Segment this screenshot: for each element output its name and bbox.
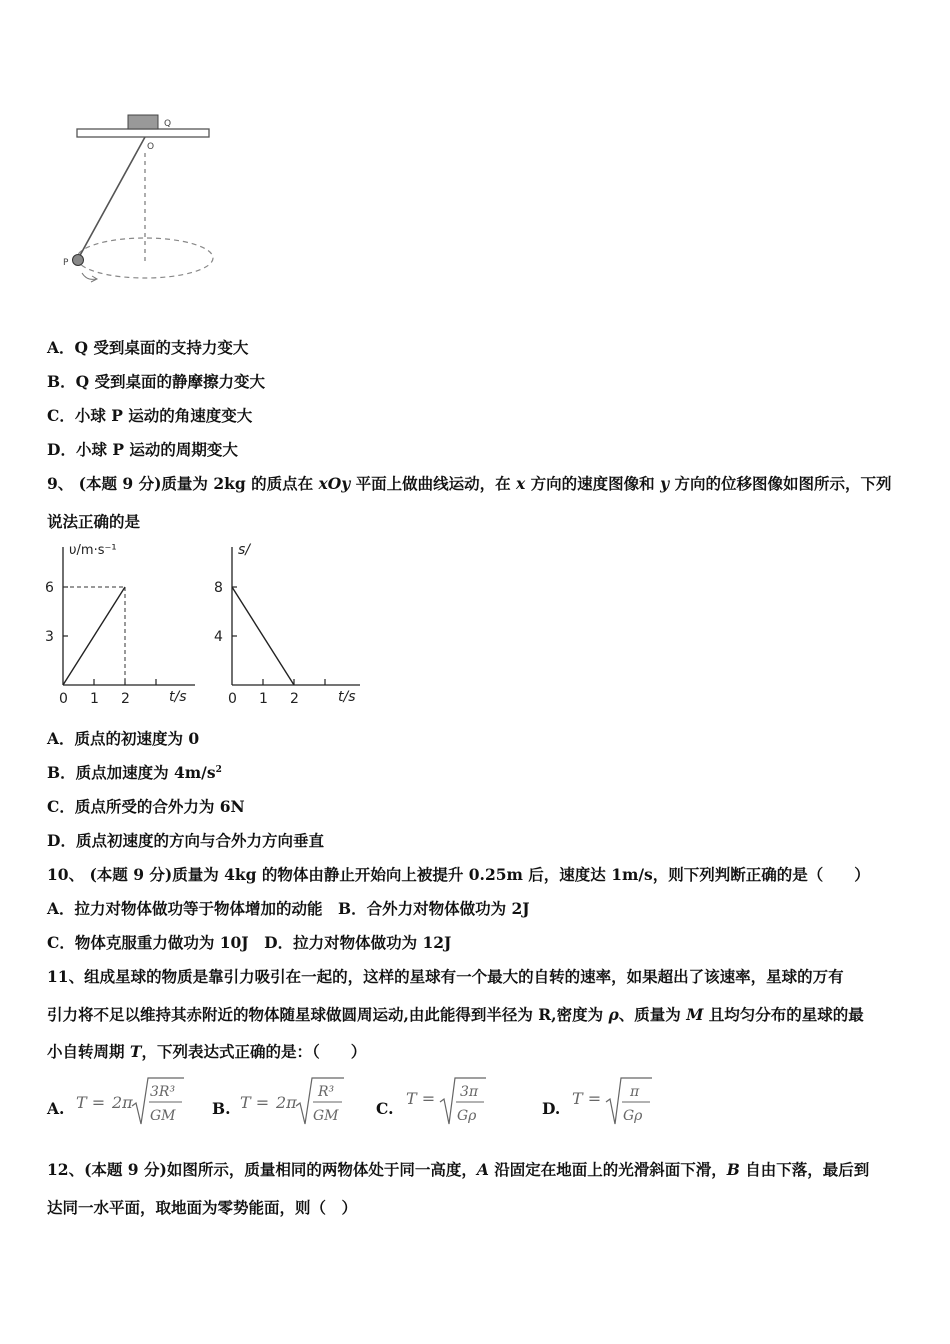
x-tick-label: 1 bbox=[259, 691, 268, 707]
q11-option-b-label[interactable]: B. bbox=[212, 1099, 231, 1118]
y-tick-label: 4 bbox=[214, 629, 223, 645]
q12-object-a: A bbox=[476, 1160, 489, 1179]
y-axis-label: υ/m·s⁻¹ bbox=[69, 543, 117, 558]
q11-stem-part: 、质量为 bbox=[618, 1005, 687, 1024]
q12-stem-part: 12、(本题 9 分)如图所示，质量相同的两物体处于同一高度， bbox=[47, 1160, 477, 1179]
q9-option-c[interactable]: C．质点所受的合外力为 6N bbox=[47, 797, 245, 816]
q11-option-b-formula[interactable] bbox=[236, 1072, 348, 1132]
q11-option-d-formula[interactable] bbox=[568, 1072, 658, 1132]
label-o: O bbox=[147, 142, 155, 152]
q12-stem-part: 自由下落，最后到 bbox=[739, 1160, 870, 1179]
q8-option-d[interactable]: D．小球 P 运动的周期变大 bbox=[47, 440, 238, 459]
q9-option-a[interactable]: A．质点的初速度为 0 bbox=[47, 729, 200, 748]
label-p: P bbox=[63, 258, 69, 268]
q12-stem-part: 沿固定在地面上的光滑斜面下滑， bbox=[488, 1160, 727, 1179]
block-q bbox=[128, 115, 158, 129]
y-tick-label: 3 bbox=[45, 629, 54, 645]
q9-option-b[interactable] bbox=[47, 761, 222, 783]
x-tick-label: 2 bbox=[121, 691, 130, 707]
q11-stem-line1: 11、组成星球的物质是靠引力吸引在一起的，这样的星球有一个最大的自转的速率，如果超出了该速率，星球的万有 bbox=[47, 967, 844, 986]
q9-stem-plane: xOy bbox=[318, 474, 351, 493]
x-tick-label: 1 bbox=[90, 691, 99, 707]
q9-stem-y: y bbox=[660, 474, 670, 493]
q9-option-b-text: B．质点加速度为 4m/s bbox=[47, 763, 216, 782]
q9-stem-part: 方向的位移图像如图所示，下列 bbox=[669, 474, 892, 493]
q11-stem-part: 小自转周期 bbox=[47, 1042, 130, 1061]
x-tick-label: 0 bbox=[59, 691, 68, 707]
q9-stem-part: 方向的速度图像和 bbox=[525, 474, 661, 493]
formula-denominator: GM bbox=[150, 1108, 176, 1124]
label-q: Q bbox=[164, 119, 172, 129]
q9-option-d[interactable]: D．质点初速度的方向与合外力方向垂直 bbox=[47, 831, 324, 850]
x-tick-label: 2 bbox=[290, 691, 299, 707]
formula-numerator: 3π bbox=[460, 1084, 479, 1100]
formula-two-pi: 2π bbox=[112, 1093, 133, 1112]
formula-t-eq: T = bbox=[76, 1093, 106, 1112]
q11-mass: M bbox=[686, 1005, 704, 1024]
q11-stem-part: 且均匀分布的星球的最 bbox=[703, 1005, 864, 1024]
q11-stem-line3 bbox=[47, 1040, 366, 1062]
y-tick-label: 6 bbox=[45, 580, 54, 596]
q12-object-b: B bbox=[726, 1160, 740, 1179]
q9-stem-x: x bbox=[516, 474, 526, 493]
q9-stem-part: 平面上做曲线运动，在 bbox=[350, 474, 517, 493]
x-tick-label: 0 bbox=[228, 691, 237, 707]
formula-numerator: R³ bbox=[318, 1084, 335, 1100]
formula-two-pi: 2π bbox=[276, 1093, 297, 1112]
formula-t-eq: T = bbox=[406, 1089, 436, 1108]
formula-numerator: 3R³ bbox=[150, 1084, 176, 1100]
series-line bbox=[232, 587, 294, 685]
velocity-time-graph bbox=[35, 535, 205, 710]
conical-pendulum-figure bbox=[60, 105, 230, 295]
q8-option-a[interactable]: A．Q 受到桌面的支持力变大 bbox=[47, 338, 249, 357]
q11-stem-part: ，下列表达式正确的是：（ ） bbox=[141, 1042, 367, 1061]
formula-t-eq: T = bbox=[572, 1089, 602, 1108]
q8-option-c[interactable]: C．小球 P 运动的角速度变大 bbox=[47, 406, 253, 425]
q9-stem-part: 9、 (本题 9 分)质量为 2kg 的质点在 bbox=[47, 474, 319, 493]
q9-stem-line2: 说法正确的是 bbox=[47, 512, 141, 531]
ball-p bbox=[73, 255, 84, 266]
table-surface bbox=[77, 129, 209, 137]
q11-rho: ρ bbox=[608, 1005, 619, 1024]
formula-denominator: Gρ bbox=[623, 1108, 643, 1124]
formula-denominator: GM bbox=[313, 1108, 339, 1124]
x-axis-label: t/s bbox=[169, 689, 187, 705]
formula-numerator: π bbox=[630, 1084, 640, 1100]
q11-option-a-formula[interactable] bbox=[72, 1072, 190, 1132]
q11-stem-part: 引力将不足以维持其赤附近的物体随星球做圆周运动,由此能得到半径为 R,密度为 bbox=[47, 1005, 609, 1024]
q11-option-a-label[interactable]: A. bbox=[47, 1099, 65, 1118]
x-axis-label: t/s bbox=[338, 689, 356, 705]
q10-stem: 10、 (本题 9 分)质量为 4kg 的物体由静止开始向上被提升 0.25m 后，速度达 1m/s，则下列判断正确的是（ ） bbox=[47, 865, 870, 884]
q12-stem-line2: 达同一水平面，取地面为零势能面，则（ ） bbox=[47, 1198, 358, 1217]
q11-stem-line2 bbox=[47, 1003, 864, 1025]
formula-t-eq: T = bbox=[240, 1093, 270, 1112]
q11-period: T bbox=[129, 1042, 142, 1061]
series-line bbox=[63, 587, 125, 685]
q11-option-c-label[interactable]: C. bbox=[376, 1099, 394, 1118]
y-tick-label: 8 bbox=[214, 580, 223, 596]
displacement-time-graph bbox=[205, 535, 370, 710]
q10-options-ab[interactable]: A．拉力对物体做功等于物体增加的动能 B．合外力对物体做功为 2J bbox=[47, 899, 530, 918]
q10-options-cd[interactable]: C．物体克服重力做功为 10J D．拉力对物体做功为 12J bbox=[47, 933, 452, 952]
q9-stem-line1 bbox=[47, 472, 892, 494]
q11-option-c-formula[interactable] bbox=[402, 1072, 492, 1132]
y-axis-label: s/ bbox=[238, 542, 251, 558]
rotation-arrow bbox=[82, 273, 96, 279]
formula-denominator: Gρ bbox=[457, 1108, 477, 1124]
q9-option-b-exp: 2 bbox=[215, 764, 222, 775]
q11-option-d-label[interactable]: D. bbox=[542, 1099, 561, 1118]
q8-option-b[interactable]: B．Q 受到桌面的静摩擦力变大 bbox=[47, 372, 265, 391]
q12-stem-line1 bbox=[47, 1158, 869, 1180]
